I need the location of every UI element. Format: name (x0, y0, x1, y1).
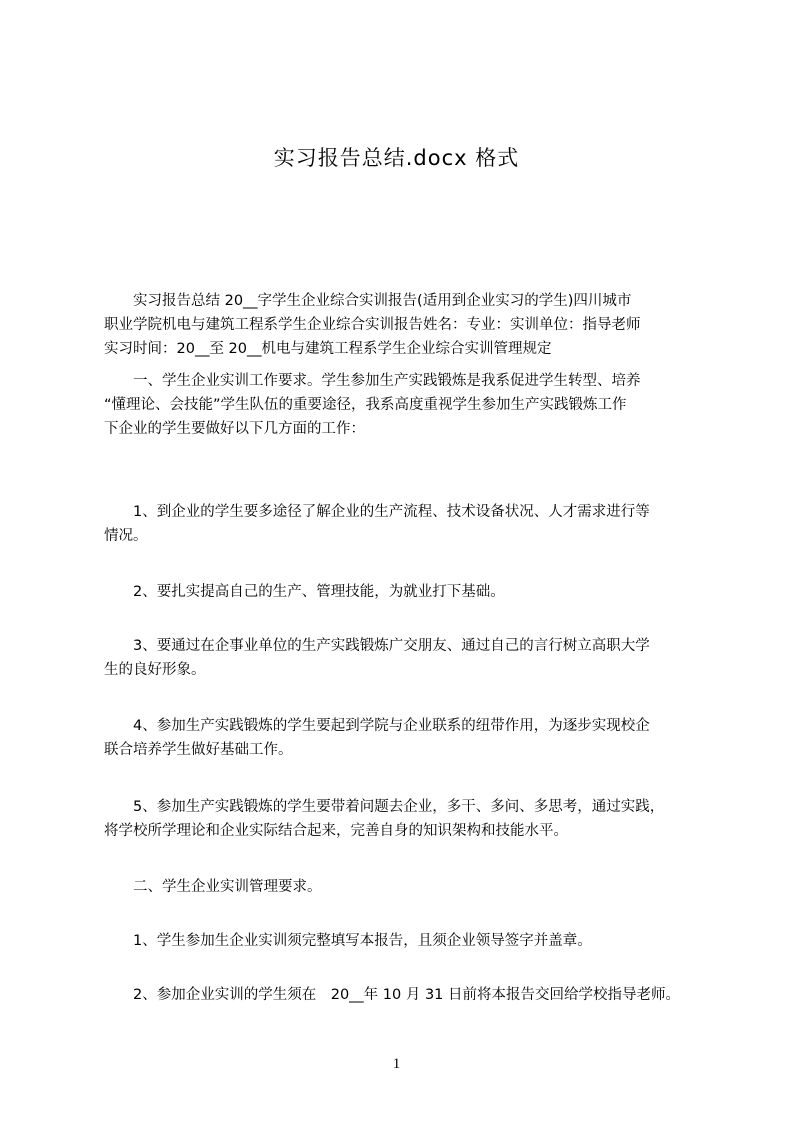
page-number: 1 (392, 1056, 401, 1072)
paragraph-item-3 (104, 634, 704, 682)
paragraph-line: 将学校所学理论和企业实际结合起来，完善自身的知识架构和技能水平。 (104, 823, 568, 839)
paragraph-rule-1 (104, 929, 704, 953)
paragraph-line: 2、参加企业实训的学生须在 20__年 10 月 31 日前将本报告交回给学校指导老师。 (104, 987, 681, 1003)
paragraph-line: 生的良好形象。 (104, 662, 206, 678)
paragraph-line: 实习时间：20__至 20__机电与建筑工程系学生企业综合实训管理规定 (104, 341, 552, 357)
paragraph-line: 情况。 (104, 528, 148, 544)
paragraph-line: 3、要通过在企事业单位的生产实践锻炼广交朋友、通过自己的言行树立高职大学 (104, 638, 650, 654)
paragraph-line: 联合培养学生做好基础工作。 (104, 742, 293, 758)
paragraph-line: 5、参加生产实践锻炼的学生要带着问题去企业，多干、多问、多思考，通过实践， (104, 799, 665, 815)
paragraph-line: 职业学院机电与建筑工程系学生企业综合实训报告姓名：专业：实训单位：指导老师 (104, 317, 641, 333)
paragraph-line: 二、学生企业实训管理要求。 (104, 879, 322, 895)
paragraph-line: 4、参加生产实践锻炼的学生要起到学院与企业联系的纽带作用，为逐步实现校企 (104, 718, 650, 734)
paragraph-line: 实习报告总结 20__字学生企业综合实训报告(适用到企业实习的学生)四川城市 (104, 293, 632, 309)
paragraph-item-5 (104, 795, 704, 843)
paragraph-line: 下企业的学生要做好以下几方面的工作： (104, 421, 365, 437)
paragraph-line: 1、学生参加生企业实训须完整填写本报告，且须企业领导签字并盖章。 (104, 933, 592, 949)
paragraph-item-4 (104, 714, 704, 762)
document-title: 实习报告总结.docx 格式 (273, 146, 520, 170)
paragraph-line: “懂理论、会技能”学生队伍的重要途径，我系高度重视学生参加生产实践锻炼工作 (104, 397, 627, 413)
paragraph-line: 1、到企业的学生要多途径了解企业的生产流程、技术设备状况、人才需求进行等 (104, 504, 650, 520)
paragraph-item-1 (104, 500, 704, 548)
paragraph-item-2 (104, 580, 704, 604)
paragraph-section-2 (104, 875, 704, 899)
paragraph-intro (104, 289, 704, 361)
paragraph-line: 2、要扎实提高自己的生产、管理技能，为就业打下基础。 (104, 584, 505, 600)
paragraph-line: 一、学生企业实训工作要求。学生参加生产实践锻炼是我系促进学生转型、培养 (104, 373, 641, 389)
paragraph-rule-2 (104, 983, 704, 1007)
paragraph-section-1 (104, 369, 704, 441)
